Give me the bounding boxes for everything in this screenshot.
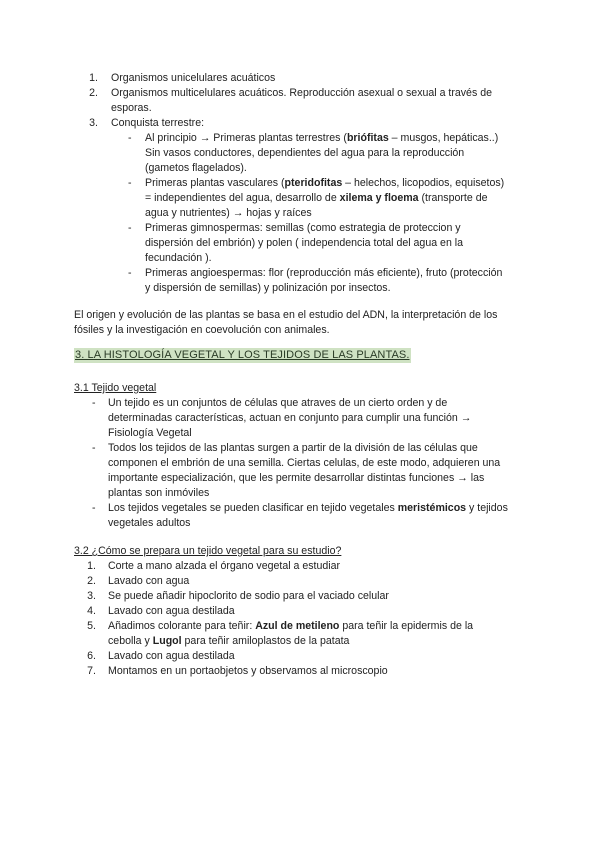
bullet-text: componen el embrión de una semilla. Ciertas celulas, de este modo, adquieren una bbox=[108, 457, 501, 469]
list-item-text: Conquista terrestre: bbox=[111, 117, 205, 129]
bullet-text: Primeras gimnospermas: semillas (como estrategia de proteccion y bbox=[145, 222, 461, 234]
bullet-text: Fisiología Vegetal bbox=[108, 427, 192, 439]
subsection-title: 3.2 ¿Cómo se prepara un tejido vegetal para su estudio? bbox=[74, 545, 342, 557]
list-item-text: Organismos multicelulares acuáticos. Reproducción asexual o sexual a través de bbox=[111, 87, 492, 99]
step-text: Se puede añadir hipoclorito de sodio para el vaciado celular bbox=[108, 590, 389, 602]
bullet-text: vegetales adultos bbox=[108, 517, 191, 529]
bullet-text: Los tejidos vegetales se pueden clasificar en tejido vegetales meristémicos y tejidos bbox=[108, 502, 508, 514]
list-number: 1. bbox=[89, 72, 98, 84]
bullet-text: Primeras angioespermas: flor (reproducción más eficiente), fruto (protección bbox=[145, 267, 503, 279]
bullet-dash: - bbox=[92, 502, 96, 514]
bullet-dash: - bbox=[128, 222, 132, 234]
bullet-dash: - bbox=[128, 177, 132, 189]
step-text: Corte a mano alzada el órgano vegetal a estudiar bbox=[108, 560, 341, 572]
list-number: 3. bbox=[89, 117, 98, 129]
bullet-dash: - bbox=[92, 442, 96, 454]
step-number: 6. bbox=[87, 650, 96, 662]
bullet-dash: - bbox=[128, 267, 132, 279]
step-text: cebolla y Lugol para teñir amiloplastos de la patata bbox=[108, 635, 350, 647]
step-text: Lavado con agua destilada bbox=[108, 650, 235, 662]
section-heading: 3. LA HISTOLOGÍA VEGETAL Y LOS TEJIDOS DE LAS PLANTAS. bbox=[75, 349, 410, 361]
bullet-text: importante especialización, que les permite desarrollar distintas funciones → las bbox=[108, 472, 485, 484]
bullet-dash: - bbox=[128, 132, 132, 144]
bullet-dash: - bbox=[92, 397, 96, 409]
paragraph-text: El origen y evolución de las plantas se basa en el estudio del ADN, la interpretación de los bbox=[74, 309, 498, 321]
bullet-text: agua y nutrientes) → hojas y raíces bbox=[145, 207, 312, 219]
step-text: Montamos en un portaobjetos y observamos al microscopio bbox=[108, 665, 388, 677]
step-text: Lavado con agua destilada bbox=[108, 605, 235, 617]
step-number: 3. bbox=[87, 590, 96, 602]
step-number: 7. bbox=[87, 665, 96, 677]
bullet-text: plantas son inmóviles bbox=[108, 487, 210, 499]
bullet-text: (gametos flagelados). bbox=[145, 162, 247, 174]
bullet-text: y dispersión de semillas) y polinización por insectos. bbox=[145, 282, 391, 294]
paragraph-text: fósiles y la investigación en coevolución con animales. bbox=[74, 324, 330, 336]
bullet-text: determinadas características, actuan en conjunto para cumplir una función → bbox=[108, 412, 472, 424]
list-item-text: esporas. bbox=[111, 102, 152, 114]
list-item-text: Organismos unicelulares acuáticos bbox=[111, 72, 276, 84]
bullet-text: Primeras plantas vasculares (pteridofitas – helechos, licopodios, equisetos) bbox=[145, 177, 505, 189]
step-text: Añadimos colorante para teñir: Azul de metileno para teñir la epidermis de la bbox=[108, 620, 474, 632]
bullet-text: fecundación ). bbox=[145, 252, 212, 264]
step-number: 2. bbox=[87, 575, 96, 587]
bullet-text: = independientes del agua, desarrollo de xilema y floema (transporte de bbox=[145, 192, 488, 204]
step-number: 1. bbox=[87, 560, 96, 572]
bullet-text: Un tejido es un conjuntos de células que atraves de un cierto orden y de bbox=[108, 397, 448, 409]
bullet-text: Todos los tejidos de las plantas surgen a partir de la división de las células que bbox=[108, 442, 478, 454]
list-number: 2. bbox=[89, 87, 98, 99]
bullet-text: Sin vasos conductores, dependientes del agua para la reproducción bbox=[145, 147, 465, 159]
subsection-title: 3.1 Tejido vegetal bbox=[74, 382, 157, 394]
step-number: 5. bbox=[87, 620, 96, 632]
step-text: Lavado con agua bbox=[108, 575, 190, 587]
bullet-text: dispersión del embrión) y polen ( independencia total del agua en la bbox=[145, 237, 464, 249]
step-number: 4. bbox=[87, 605, 96, 617]
bullet-text: Al principio → Primeras plantas terrestres (briófitas – musgos, hepáticas..) bbox=[145, 132, 499, 144]
